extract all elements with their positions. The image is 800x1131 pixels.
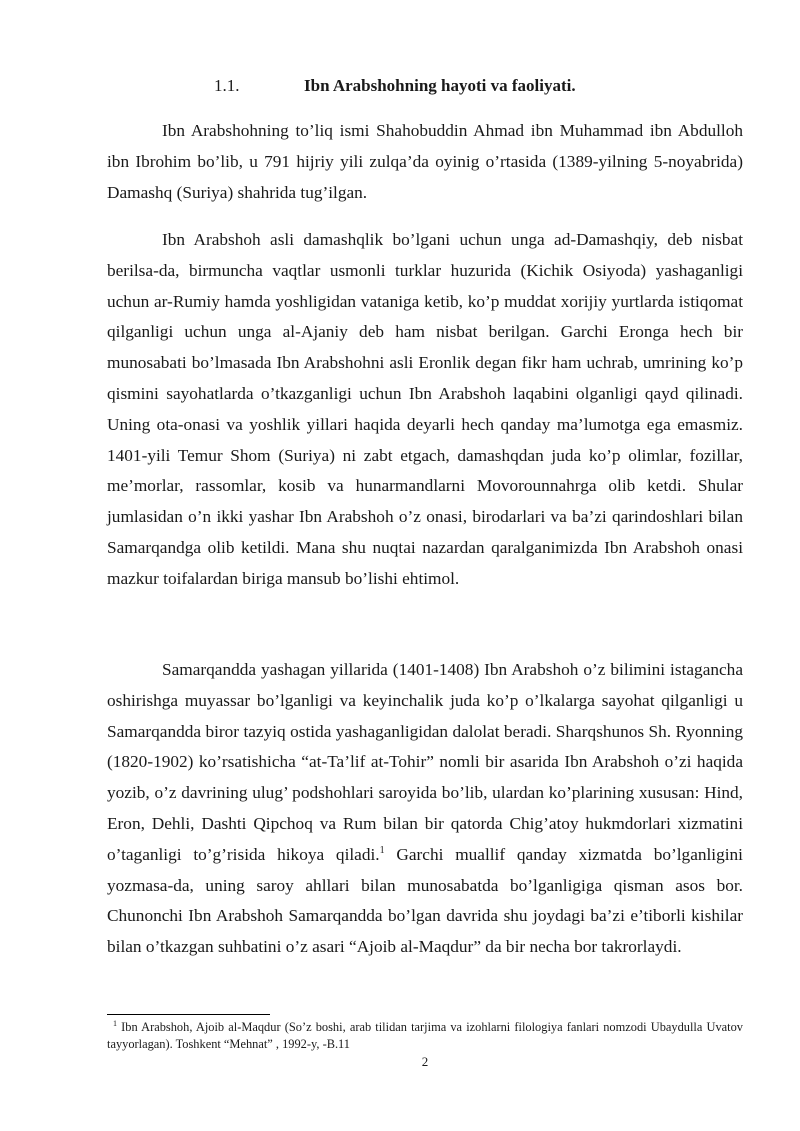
paragraph-3 [107,655,743,963]
footnote-marker: 1 [113,1018,117,1028]
footnote [107,1019,743,1053]
footnote-separator [107,1014,270,1015]
section-number: 1.1. [214,76,240,95]
paragraph-3-text-before-note: Samarqandda yashagan yillarida (1401-1408) Ibn Arabshoh o’z bilimini istagancha oshirishga muyassar bo’lganligi va keyinchalik juda ko’p o’lkalarga sayohat qilganligi u Samarqandda biror tazyiq ostida yashaganligidan dalolat beradi. Sharqshunos Sh. Ryonning (1820-1902) ko’rsatishicha “at-Ta’lif at-Tohir” nomli bir asarida Ibn Arabshoh o’zi haqida yozib, o’z davrining ulug’ podshohlari saroyida bo’lib, ulardan ko’plarining xususan: Hind, Eron, Dehli, Dashti Qipchoq va Rum bilan bir qatorda Chig’atoy hukmdorlari xizmatini o’taganligi to’g’risida hikoya qiladi. [107,660,743,864]
page-number: 2 [421,1054,429,1069]
section-title: Ibn Arabshohning hayoti va faoliyati. [304,76,576,95]
paragraph-1: Ibn Arabshohning to’liq ismi Shahobuddin Ahmad ibn Muhammad ibn Abdulloh ibn Ibrohim bo’lib, u 791 hijriy yili zulqa’da oyinig o’rtasida (1389-yilning 5-noyabrida) Damashq (Suriya) shahrida tug’ilgan. [107,121,743,202]
section-heading [0,76,800,100]
footnote-reference[interactable]: 1 [379,845,385,857]
paragraph-3-text-after-note: Garchi muallif qanday xizmatda bo’lganligini yozmasa-da, uning saroy ahllari bilan munosabatda bo’lganligiga qisman asos bor. Chunonchi Ibn Arabshoh Samarqandda bo’lgan davrida shu joydagi ba’zi e’tiborli kishilar bilan o’tkazgan suhbatini o’z asari “Ajoib al-Maqdur” da bir necha bor takrorlaydi. [107,844,743,957]
footnote-text: Ibn Arabshoh, Ajoib al-Maqdur (So’z boshi, arab tilidan tarjima va izohlarni filologiya fanlari nomzodi Ubaydulla Uvatov tayyorlagan). Toshkent “Mehnat” , 1992-y, -B.11 [107,1020,743,1051]
paragraph-2: Ibn Arabshoh asli damashqlik bo’lgani uchun unga ad-Damashqiy, deb nisbat berilsa-da, birmuncha vaqtlar usmonli turklar huzurida (Kichik Osiyoda) yashaganligi uchun ar-Rumiy hamda yoshligidan vataniga ketib, ko’p muddat xorijiy yurtlarda istiqomat qilganligi uchun unga al-Ajaniy deb ham nisbat berilgan. Garchi Eronga hech bir munosabati bo’lmasada Ibn Arabshohni asli Eronlik degan fikr ham uchrab, umrining ko’p qismini sayohatlarda o’tkazganligi uchun Ibn Arabshoh laqabini olganligi qayd qilinadi. Uning ota-onasi va yoshlik yillari haqida deyarli hech qanday ma’lumotga ega emasmiz. 1401-yili Temur Shom (Suriya) ni zabt etgach, damashqdan juda ko’p olimlar, fozillar, me’morlar, rassomlar, kosib va hunarmandlarni Movorounnahrga olib ketdi. Shular jumlasidan o’n ikki yashar Ibn Arabshoh o’z onasi, birodarlari va ba’zi qarindoshlari bilan Samarqandga olib ketildi. Mana shu nuqtai nazardan qaralganimizda Ibn Arabshoh onasi mazkur toifalardan biriga mansub bo’lishi ehtimol. [107,230,743,588]
